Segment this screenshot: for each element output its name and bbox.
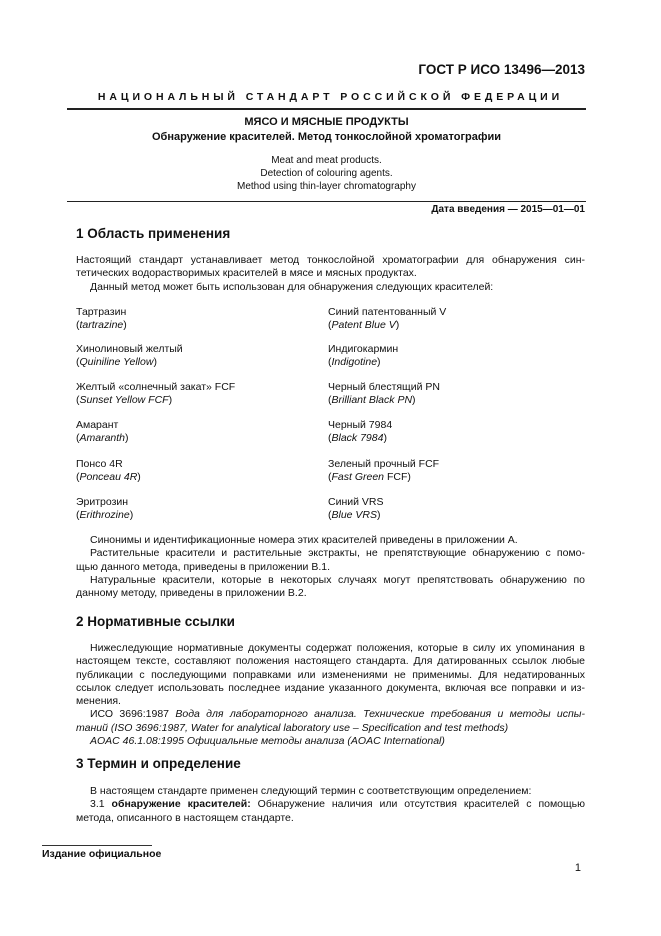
dye-name: Черный блестящий PN <box>328 381 440 393</box>
dye-name-en: Erithrozine <box>79 509 130 522</box>
dye-name-suffix: FCF) <box>384 471 411 484</box>
dye-name: Зеленый прочный FCF <box>328 458 440 470</box>
text-line: данному методу, приведены в приложении В.2. <box>76 587 307 600</box>
section-1-notes <box>76 534 585 600</box>
reference-title-cont: таний (ISO 3696:1987, Water for analytical laboratory use – Specification and test methods) <box>76 721 509 734</box>
text-line: менения. <box>76 695 121 708</box>
introduction-date: Дата введения — 2015—01—01 <box>431 204 585 215</box>
section-1-heading <box>76 226 230 241</box>
reference-iso-3696 <box>76 708 585 721</box>
dye-item: Тартразин (tartrazine) <box>76 306 127 332</box>
dye-item: Понсо 4R (Ponceau 4R) <box>76 458 141 484</box>
document-number: ГОСТ Р ИСО 13496—2013 <box>418 62 585 77</box>
dye-item: Синий патентованный V (Patent Blue V) <box>328 306 447 332</box>
dye-item: Зеленый прочный FCF (Fast Green FCF) <box>328 458 440 484</box>
text-line: Натуральные красители, которые в некоторых случаях могут препятствовать обнаружению по <box>90 573 585 586</box>
dye-name-en: Brilliant Black PN <box>331 394 413 407</box>
reference-code: ИСО 3696:1987 <box>90 708 176 721</box>
dye-name: Желтый «солнечный закат» FCF <box>76 381 236 393</box>
text-line: ссылок следует использовать последнее издание указанного документа, включая все поправки и из- <box>76 681 585 694</box>
text-line: Синонимы и идентификационные номера этих красителей приведены в приложении А. <box>90 534 518 546</box>
date-rule <box>67 201 586 202</box>
dye-name-en: Black 7984 <box>331 432 384 445</box>
dye-name: Черный 7984 <box>328 419 393 431</box>
dye-name: Хинолиновый желтый <box>76 343 183 355</box>
section-2-body <box>76 642 585 748</box>
definition-term: обнаружение красителей: <box>111 798 251 811</box>
dye-name-en: Quiniline Yellow <box>79 356 154 369</box>
section-3-body <box>76 785 585 825</box>
text-line: метода, описанного в настоящем стандарте. <box>76 811 294 824</box>
dye-name: Амарант <box>76 419 119 431</box>
dye-name-en: Fast Green <box>331 471 385 484</box>
title-en <box>67 154 586 193</box>
text-line: публикации с последующими поправками или изменениями не применимы. Для недатированных <box>76 668 585 681</box>
dye-item: Черный 7984 (Black 7984) <box>328 419 393 445</box>
dye-item: Индигокармин (Indigotine) <box>328 343 399 369</box>
text-line: Нижеследующие нормативные документы содержат положения, которые в силу их упоминания в <box>90 642 585 654</box>
page-number: 1 <box>574 862 581 874</box>
dye-item: Хинолиновый желтый (Quiniline Yellow) <box>76 343 183 369</box>
dye-item: Амарант (Amaranth) <box>76 419 129 445</box>
text-line: щью данного метода, приведены в приложении В.1. <box>76 560 330 573</box>
title-en-line: Detection of colouring agents. <box>260 168 393 179</box>
text-line: В настоящем стандарте применен следующий термин с соответствующим определением: <box>90 785 532 797</box>
section-3-heading <box>76 756 241 771</box>
text-line: настоящем тексте, составляют положения настоящего стандарта. Для датированных ссылок любые <box>76 655 585 668</box>
reference-title: Вода для лабораторного анализа. Технические требования и методы испы- <box>175 708 585 721</box>
dye-name: Синий патентованный V <box>328 306 447 318</box>
dye-name: Понсо 4R <box>76 458 123 470</box>
dye-name: Синий VRS <box>328 496 384 508</box>
dye-name-en: Sunset Yellow FCF <box>79 394 169 407</box>
dye-name-en: Patent Blue V <box>331 319 396 332</box>
banner-rule <box>67 108 586 110</box>
text-line: Растительные красители и растительные экстракты, не препятствующие обнаружению с помо- <box>90 547 585 560</box>
dye-item: Желтый «солнечный закат» FCF (Sunset Yellow FCF) <box>76 381 236 407</box>
definition-3-1 <box>76 798 585 811</box>
text-line: тетических водорастворимых красителей в мясе и мясных продуктах. <box>76 267 417 280</box>
dye-name: Эритрозин <box>76 496 129 508</box>
definition-text: Обнаружение наличия или отсутствия красителей с помощью <box>250 798 586 811</box>
text-line: Настоящий стандарт устанавливает метод тонкослойной хроматографии для обнаружения син- <box>76 254 585 266</box>
subtitle-ru: Обнаружение красителей. Метод тонкослойной хроматографии <box>151 131 502 143</box>
section-1-intro <box>76 254 585 294</box>
dye-item: Эритрозин (Erithrozine) <box>76 496 134 522</box>
dye-item: Синий VRS (Blue VRS) <box>328 496 384 522</box>
dye-name: Тартразин <box>76 306 127 318</box>
title-en-line: Method using thin-layer chromatography <box>237 181 416 192</box>
official-edition-label: Издание официальное <box>42 848 162 860</box>
dye-name-en: Ponceau 4R <box>79 471 138 484</box>
dye-name-en: tartrazine <box>79 319 124 332</box>
section-heading: 3 Термин и определение <box>76 756 241 771</box>
title-en-line: Meat and meat products. <box>271 155 382 166</box>
title-ru: МЯСО И МЯСНЫЕ ПРОДУКТЫ <box>244 116 409 128</box>
section-heading: 1 Область применения <box>76 226 231 241</box>
dye-name-en: Amaranth <box>79 432 126 445</box>
section-2-heading <box>76 614 235 629</box>
section-heading: 2 Нормативные ссылки <box>76 614 235 629</box>
footer-rule <box>42 845 152 846</box>
text-line: Данный метод может быть использован для обнаружения следующих красителей: <box>90 280 494 293</box>
dye-item: Черный блестящий PN (Brilliant Black PN) <box>328 381 440 407</box>
national-standard-banner: НАЦИОНАЛЬНЫЙ СТАНДАРТ РОССИЙСКОЙ ФЕДЕРАЦИИ <box>97 91 564 103</box>
dye-name: Индигокармин <box>328 343 399 355</box>
definition-number: 3.1 <box>90 798 112 811</box>
dye-name-en: Blue VRS <box>331 509 378 522</box>
dye-name-en: Indigotine <box>331 356 378 369</box>
reference-aoac: AOAC 46.1.08:1995 Официальные методы анализа (AOAC International) <box>90 735 445 748</box>
